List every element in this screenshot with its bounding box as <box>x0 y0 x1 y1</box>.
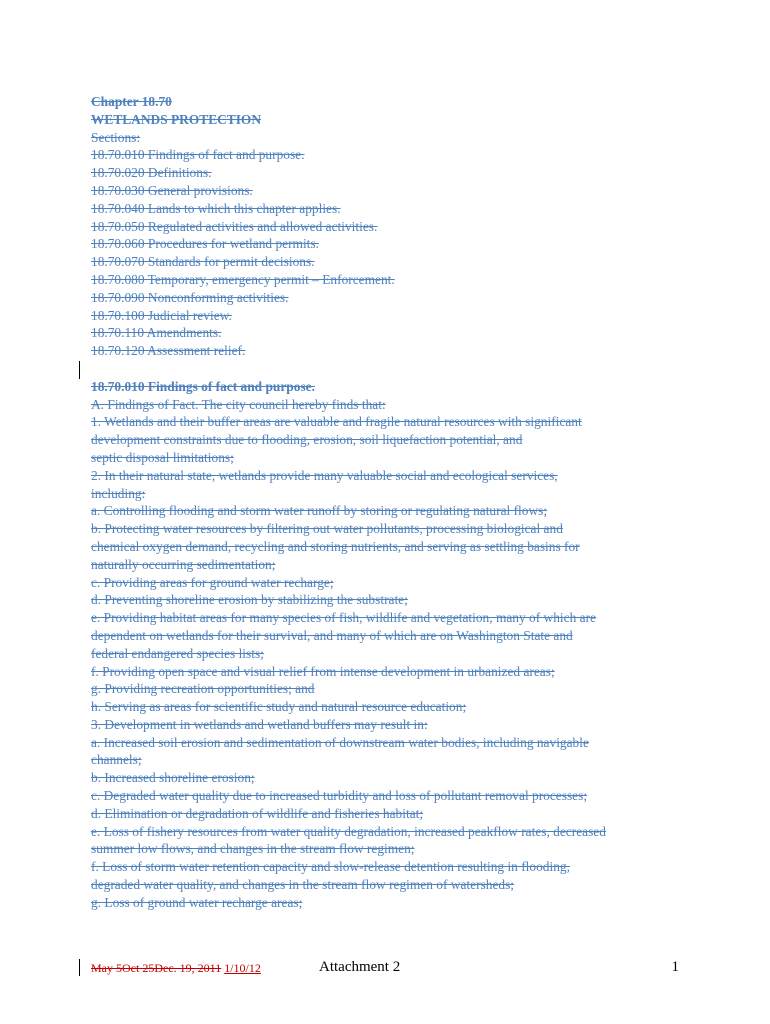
body-line: a. Increased soil erosion and sedimentation of downstream water bodies, including navigable <box>91 734 589 750</box>
section-entry: 18.70.040 Lands to which this chapter applies. <box>91 200 341 216</box>
section-entry: 18.70.070 Standards for permit decisions. <box>91 254 315 270</box>
body-line: e. Loss of fishery resources from water quality degradation, increased peakflow rates, decreased <box>91 823 606 839</box>
change-bar <box>79 361 80 379</box>
body-line: c. Degraded water quality due to increased turbidity and loss of pollutant removal processes; <box>91 788 588 804</box>
body-line: f. Providing open space and visual relief from intense development in urbanized areas; <box>91 663 555 679</box>
footer-revision-date <box>91 961 261 976</box>
attachment-label: Attachment 2 <box>319 959 401 975</box>
blank-line <box>91 360 691 378</box>
inserted-date: 1/10/12 <box>224 961 261 975</box>
chapter-heading: Chapter 18.70 <box>91 94 172 109</box>
body-line: b. Protecting water resources by filtering out water pollutants, processing biological and <box>91 521 563 537</box>
body-line: 2. In their natural state, wetlands provide many valuable social and ecological services, <box>91 467 558 483</box>
body-line: d. Preventing shoreline erosion by stabilizing the substrate; <box>91 592 408 608</box>
section-entry: 18.70.060 Procedures for wetland permits. <box>91 236 319 252</box>
section-entry: 18.70.080 Temporary, emergency permit – Enforcement. <box>91 271 395 287</box>
sections-list <box>91 146 691 360</box>
body-line: e. Providing habitat areas for many species of fish, wildlife and vegetation, many of which are <box>91 610 596 626</box>
body-line: b. Increased shoreline erosion; <box>91 770 255 786</box>
deleted-dates: May 5Oct 25Dec. 19, 2011 <box>91 961 222 975</box>
page-footer <box>91 961 691 981</box>
body-line: g. Providing recreation opportunities; and <box>91 681 315 697</box>
body-line: including: <box>91 485 146 501</box>
body-line: d. Elimination or degradation of wildlife and fisheries habitat; <box>91 805 424 821</box>
body-line: f. Loss of storm water retention capacity and slow-release detention resulting in flooding, <box>91 859 570 875</box>
body-line: c. Providing areas for ground water recharge; <box>91 574 334 590</box>
body-line: A. Findings of Fact. The city council hereby finds that: <box>91 396 386 412</box>
section-entry: 18.70.030 General provisions. <box>91 182 253 198</box>
body-line: naturally occurring sedimentation; <box>91 556 276 572</box>
body-line: 1. Wetlands and their buffer areas are valuable and fragile natural resources with significant <box>91 414 582 430</box>
page-number: 1 <box>671 959 679 975</box>
section-entry: 18.70.020 Definitions. <box>91 165 212 181</box>
sections-label: Sections: <box>91 129 141 145</box>
body-line: degraded water quality, and changes in the stream flow regimen of watersheds; <box>91 877 515 893</box>
body-line: chemical oxygen demand, recycling and storing nutrients, and serving as settling basins for <box>91 538 580 554</box>
section-entry: 18.70.110 Amendments. <box>91 325 222 341</box>
section-title: 18.70.010 Findings of fact and purpose. <box>91 378 315 394</box>
section-entry: 18.70.100 Judicial review. <box>91 307 232 323</box>
body-line: 3. Development in wetlands and wetland buffers may result in: <box>91 716 428 732</box>
body-line: development constraints due to flooding, erosion, soil liquefaction potential, and <box>91 432 523 448</box>
body-line: h. Serving as areas for scientific study and natural resource education; <box>91 699 467 715</box>
body-line: channels; <box>91 752 142 768</box>
chapter-title: WETLANDS PROTECTION <box>91 111 262 127</box>
footer-change-bar <box>79 959 80 976</box>
section-entry: 18.70.050 Regulated activities and allowed activities. <box>91 218 378 234</box>
body-line: dependent on wetlands for their survival, and many of which are on Washington State and <box>91 627 573 643</box>
body-line: a. Controlling flooding and storm water runoff by storing or regulating natural flows; <box>91 503 548 519</box>
section-entry: 18.70.120 Assessment relief. <box>91 343 246 359</box>
body-line: federal endangered species lists; <box>91 645 264 661</box>
section-entry: 18.70.010 Findings of fact and purpose. <box>91 147 305 163</box>
document-body <box>91 93 691 912</box>
body-line: g. Loss of ground water recharge areas; <box>91 894 303 910</box>
body-line: septic disposal limitations; <box>91 449 234 465</box>
section-entry: 18.70.090 Nonconforming activities. <box>91 289 289 305</box>
body-text <box>91 396 691 912</box>
body-line: summer low flows, and changes in the stream flow regimen; <box>91 841 415 857</box>
